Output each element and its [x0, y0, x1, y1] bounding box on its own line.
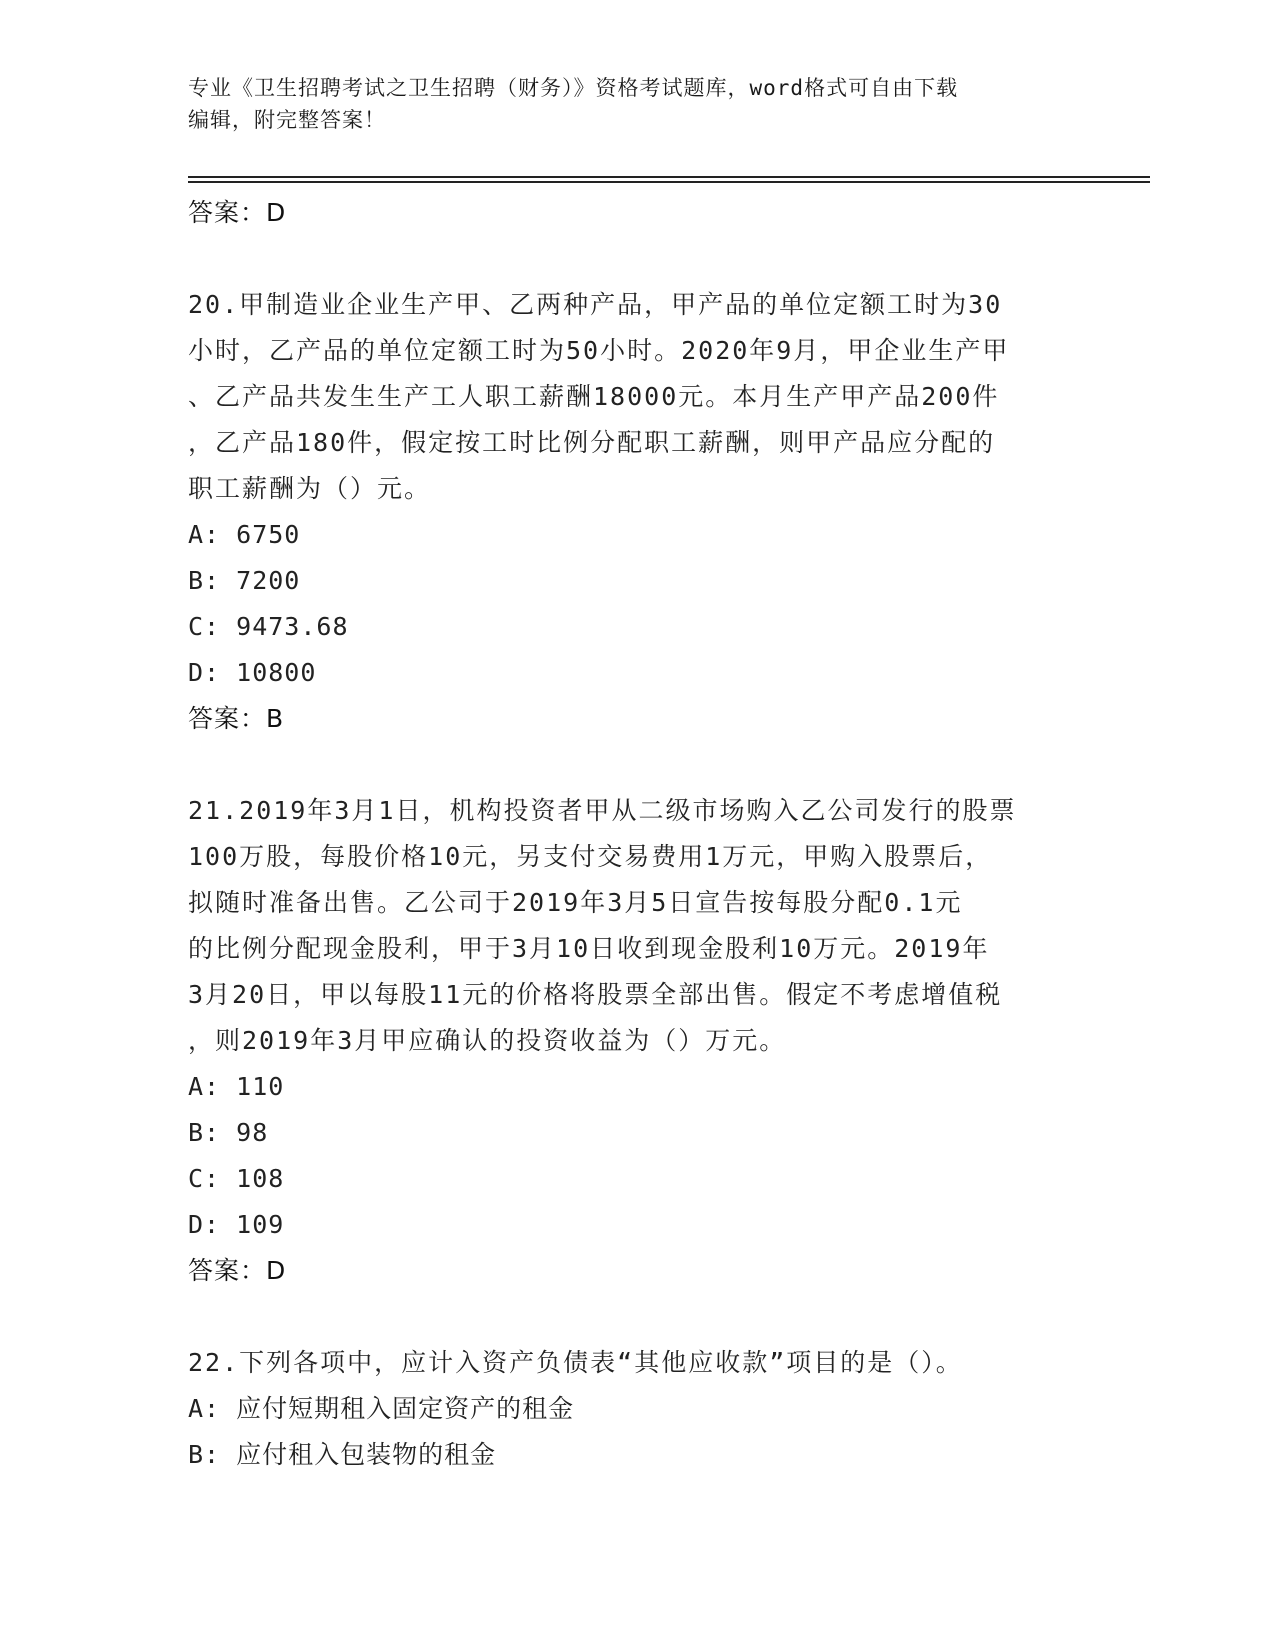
- document-header: [188, 72, 1068, 136]
- document-body: [188, 190, 1088, 1478]
- option-a: A: 6750: [188, 520, 301, 549]
- option-a: A: 应付短期租入固定资产的租金: [188, 1394, 575, 1423]
- question-21: [188, 788, 1088, 1064]
- answer-line: 答案：B: [188, 704, 285, 733]
- option-b: B: 应付租入包装物的租金: [188, 1440, 497, 1469]
- option-d: D: 109: [188, 1210, 285, 1239]
- option-b: B: 98: [188, 1118, 269, 1147]
- answer-line: 答案：D: [188, 1256, 287, 1285]
- question-line: 、乙产品共发生生产工人职工薪酬18000元。本月生产甲产品200件: [188, 382, 1000, 411]
- question-20: [188, 282, 1088, 512]
- question-line: 100万股，每股价格10元，另支付交易费用1万元，甲购入股票后，: [188, 842, 993, 871]
- question-line: ，乙产品180件，假定按工时比例分配职工薪酬，则甲产品应分配的: [188, 428, 996, 457]
- option-a: A: 110: [188, 1072, 285, 1101]
- option-b: B: 7200: [188, 566, 301, 595]
- header-line-1: 专业《卫生招聘考试之卫生招聘（财务）》资格考试题库，word格式可自由下载: [188, 76, 959, 100]
- header-line-2: 编辑，附完整答案！: [188, 108, 386, 132]
- question-line: 拟随时准备出售。乙公司于2019年3月5日宣告按每股分配0.1元: [188, 888, 963, 917]
- question-line: 3月20日，甲以每股11元的价格将股票全部出售。假定不考虑增值税: [188, 980, 1003, 1009]
- question-line: 22.下列各项中，应计入资产负债表“其他应收款”项目的是（）。: [188, 1348, 963, 1377]
- option-c: C: 108: [188, 1164, 285, 1193]
- option-c: C: 9473.68: [188, 612, 349, 641]
- question-line: ，则2019年3月甲应确认的投资收益为（）万元。: [188, 1026, 787, 1055]
- header-rule-bottom: [188, 181, 1150, 183]
- question-line: 职工薪酬为（）元。: [188, 474, 432, 503]
- header-rule-top: [188, 176, 1150, 178]
- question-line: 21.2019年3月1日，机构投资者甲从二级市场购入乙公司发行的股票: [188, 796, 1017, 825]
- question-line: 的比例分配现金股利，甲于3月10日收到现金股利10万元。2019年: [188, 934, 990, 963]
- question-line: 20.甲制造业企业生产甲、乙两种产品，甲产品的单位定额工时为30: [188, 290, 1003, 319]
- answer-line: 答案：D: [188, 198, 287, 227]
- question-line: 小时，乙产品的单位定额工时为50小时。2020年9月，甲企业生产甲: [188, 336, 1010, 365]
- option-d: D: 10800: [188, 658, 317, 687]
- question-22: [188, 1340, 1088, 1386]
